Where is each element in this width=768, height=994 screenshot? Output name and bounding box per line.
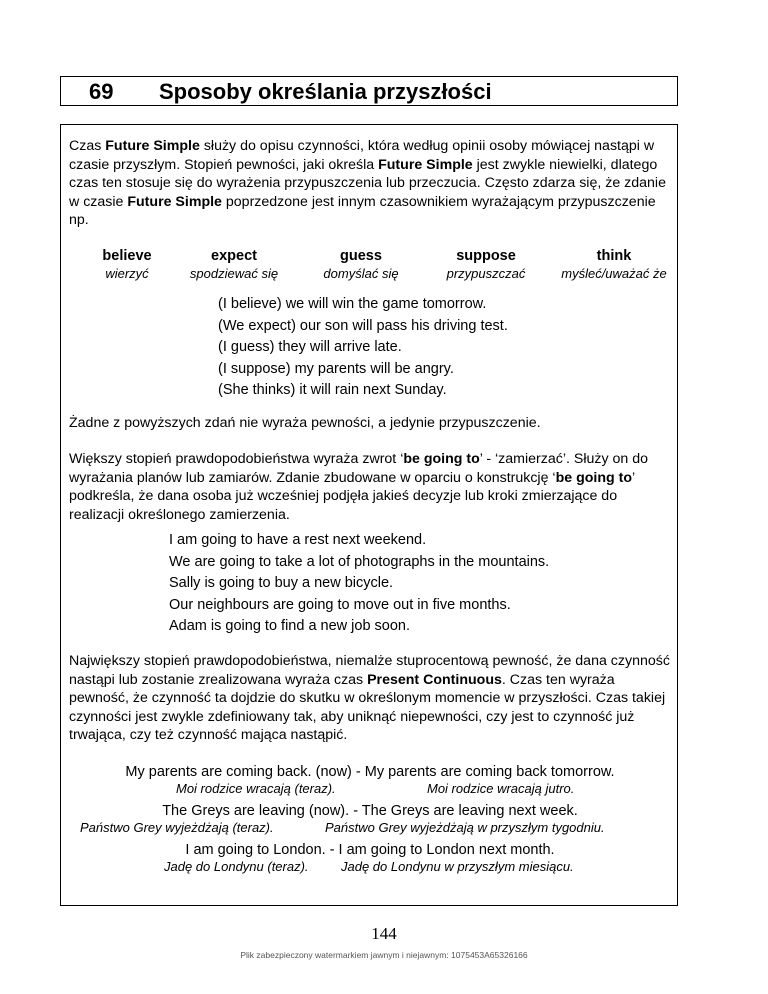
examples-future-simple [218, 294, 508, 402]
section-number: 69 [89, 79, 114, 104]
verb-column [296, 247, 426, 283]
going-to-paragraph: Większy stopień prawdopodobieństwa wyraża zwrot ‘be going to’ - ‘zamierzać’. Służy on do wyrażania planów lub zamiarów. Zdanie zbudowane w oparciu o konstrukcję ‘be going to’ podkreśla, że dana osoba już wcześniej podjęła jakieś decyzje lub kroki zmierzające do realizacji określonego zamierzenia. [69, 451, 649, 523]
pair-polish-right: Moi rodzice wracają jutro. [427, 781, 575, 796]
section-title: Sposoby określania przyszłości [159, 79, 492, 104]
verb-pl: spodziewać się [189, 266, 279, 281]
examples-going-to [169, 530, 549, 638]
verb-en: expect [211, 248, 257, 264]
verb-column [169, 247, 299, 283]
verb-en: suppose [456, 248, 516, 264]
example-sentence: We are going to take a lot of photographs in the mountains. [169, 553, 550, 570]
section-header [60, 76, 678, 106]
example-sentence: Our neighbours are going to move out in five months. [169, 596, 511, 613]
verb-en: believe [102, 248, 152, 264]
watermark-text: Plik zabezpieczony watermarkiem jawnym i niejawnym: 1075453A65326166 [240, 950, 528, 960]
example-sentence: (I suppose) my parents will be angry. [218, 360, 454, 377]
example-sentence: (I believe) we will win the game tomorrow. [218, 296, 487, 312]
verb-pl: przypuszczać [446, 266, 526, 281]
content-box [60, 124, 678, 906]
intro-paragraph: Czas Future Simple służy do opisu czynności, która według opinii osoby mówiącej nastąpi w czasie przyszłym. Stopień pewności, jaki określa Future Simple jest zwykle niewielki, dlatego czas ten stosuje się do wyrażenia przypuszczenia lub przeczucia. Często zdarza się, że zdanie w czasie Future Simple poprzedzone jest innym czasownikiem wyrażającym przypuszczenie np. [69, 138, 666, 229]
note-paragraph: Żadne z powyższych zdań nie wyraża pewności, a jedynie przypuszczenie. [69, 415, 541, 431]
pair-polish-right: Jadę do Londynu w przyszłym miesiącu. [341, 859, 574, 874]
verb-pl: myśleć/uważać że [561, 266, 667, 281]
verb-en: think [596, 248, 632, 264]
verb-pl: wierzyć [105, 266, 149, 281]
page-number: 144 [371, 924, 397, 943]
verb-pl: domyślać się [323, 266, 399, 281]
example-sentence: (We expect) our son will pass his driving test. [218, 317, 508, 334]
pair-english: The Greys are leaving (now). - The Greys are leaving next week. [162, 803, 578, 819]
example-sentence: (I guess) they will arrive late. [218, 339, 402, 356]
example-sentence: I am going to have a rest next weekend. [169, 532, 427, 548]
verb-column [549, 247, 679, 283]
example-sentence: Adam is going to find a new job soon. [169, 618, 411, 635]
pair-english: I am going to London. - I am going to London next month. [185, 842, 555, 858]
pair-polish-left: Moi rodzice wracają (teraz). [176, 781, 336, 796]
pair-polish-right: Państwo Grey wyjeżdżają w przyszłym tygodniu. [325, 820, 605, 835]
verb-column [421, 247, 551, 283]
present-continuous-paragraph: Największy stopień prawdopodobieństwa, niemalże stuprocentową pewność, że dana czynność nastąpi lub zostanie zrealizowana wyraża czas Present Continuous. Czas ten wyraża pewność, że czynność ta dojdzie do skutku w określonym momencie w przyszłości. Czas takiej czynności jest zwykle zdefiniowany tak, aby uniknąć niepewności, czy jest to czynność już trwająca, czy też czynność mająca nastąpić. [69, 653, 670, 744]
pair-polish-left: Jadę do Londynu (teraz). [164, 859, 309, 874]
pair-polish-left: Państwo Grey wyjeżdżają (teraz). [80, 820, 274, 835]
pair-english: My parents are coming back. (now) - My parents are coming back tomorrow. [125, 764, 615, 780]
example-sentence: Sally is going to buy a new bicycle. [169, 575, 394, 592]
verb-en: guess [340, 248, 382, 264]
example-sentence: (She thinks) it will rain next Sunday. [218, 382, 447, 399]
